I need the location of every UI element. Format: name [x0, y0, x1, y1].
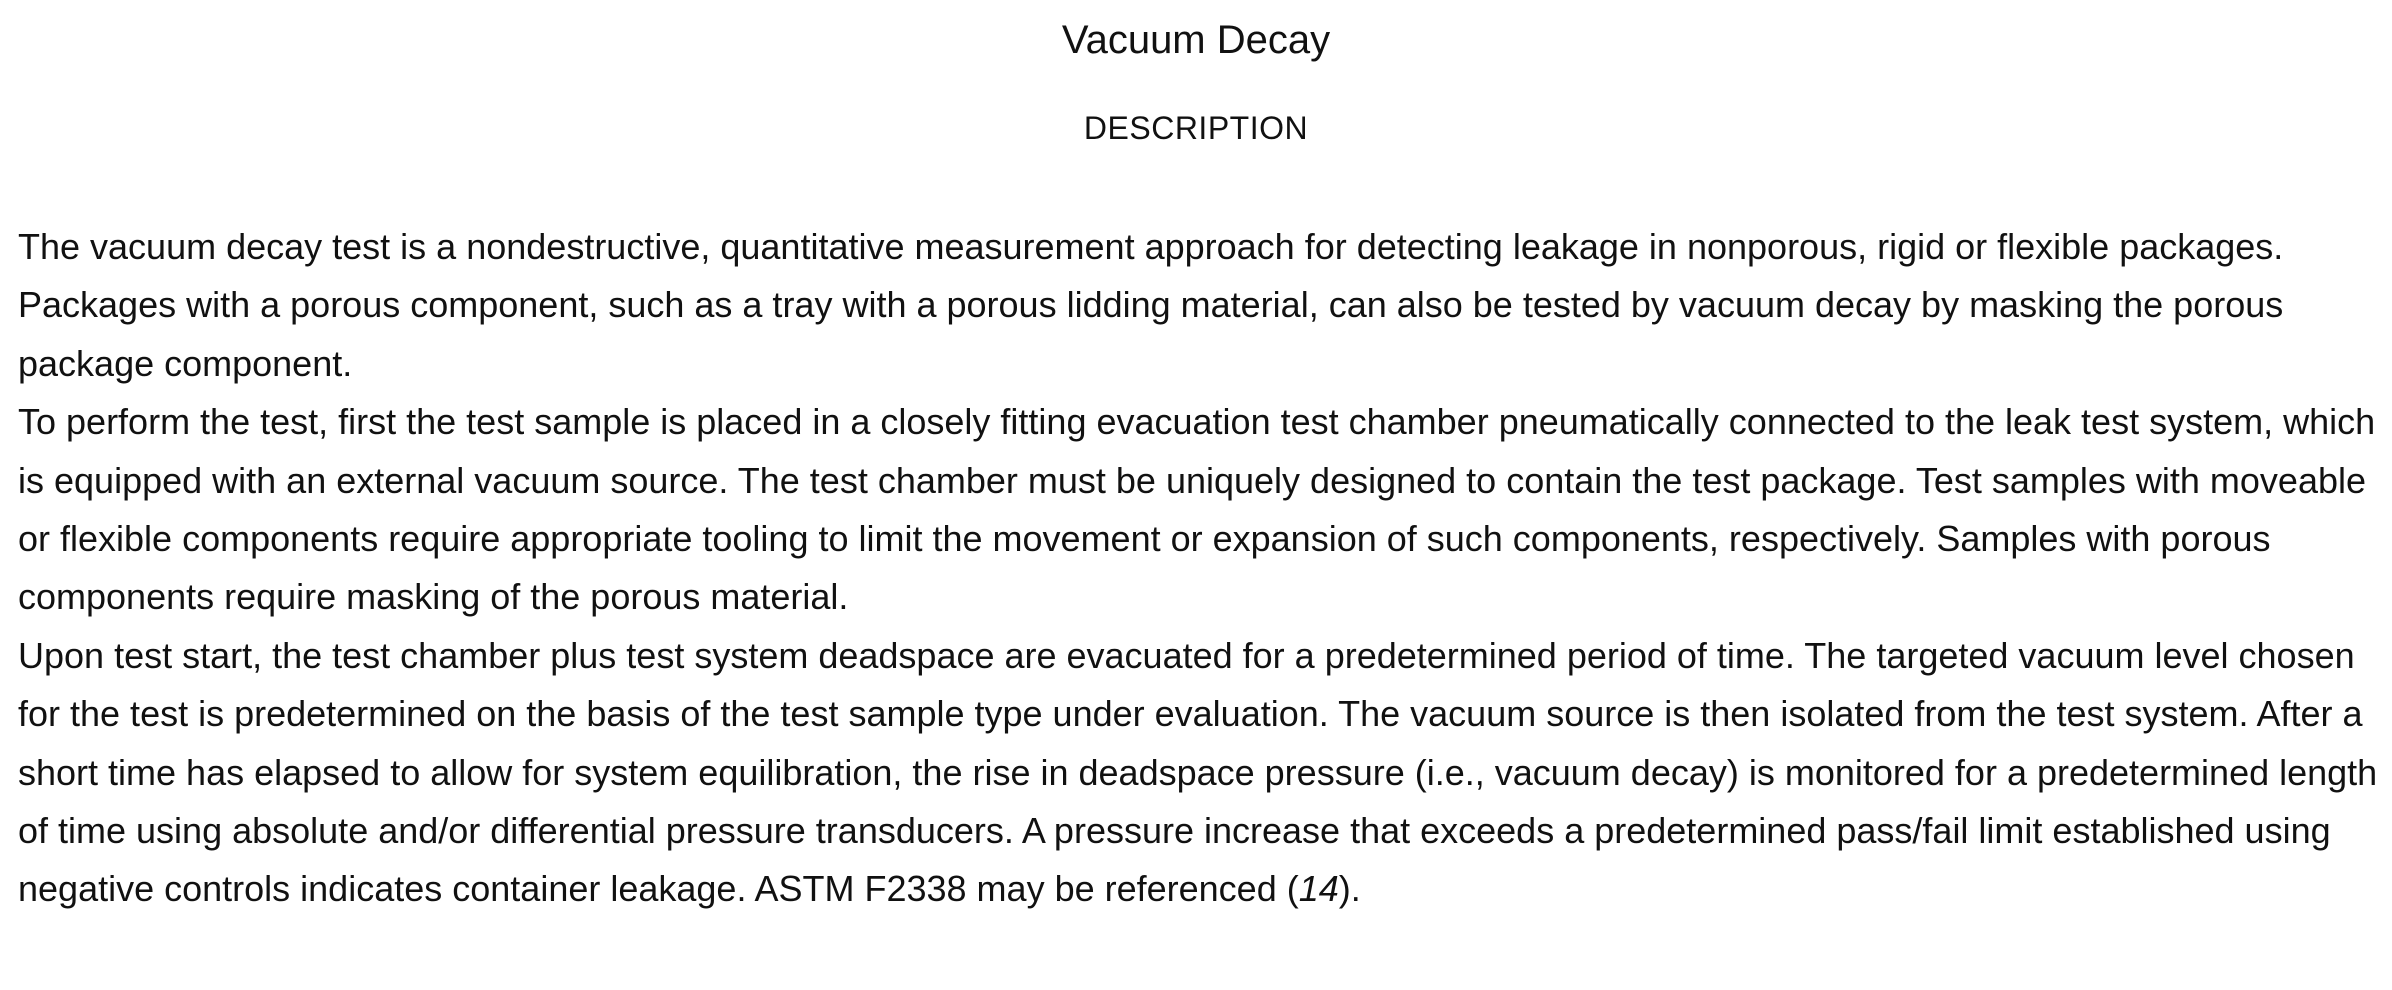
paragraph-test-sequence [18, 627, 2378, 919]
paragraph-overview: The vacuum decay test is a nondestructive, quantitative measurement approach for detecting leakage in nonporous, rigid or flexible packages. Packages with a porous component, such as a tray with a porous lidding material, can also be tested by vacuum decay by masking the porous package component. [18, 226, 2284, 384]
document-body [18, 218, 2378, 919]
paragraph-test-sequence-end: ). [1338, 868, 1361, 910]
page-title: Vacuum Decay [1061, 18, 1331, 62]
section-heading: DESCRIPTION [1083, 110, 1309, 146]
paragraph-test-sequence-text: Upon test start, the test chamber plus test system deadspace are evacuated for a predetermined period of time. The targeted vacuum level chosen for the test is predetermined on the basis of the test sample type under evaluation. The vacuum source is then isolated from the test system. After a short time has elapsed to allow for system equilibration, the rise in deadspace pressure (i.e., vacuum decay) is monitored for a predetermined length of time using absolute and/or differential pressure transducers. A pressure increase that exceeds a predetermined pass/fail limit established using negative controls indicates container leakage. ASTM F2338 may be referenced ( [18, 634, 2378, 910]
reference-citation: 14 [1298, 868, 1339, 910]
paragraph-procedure: To perform the test, first the test sample is placed in a closely fitting evacuation test chamber pneumatically connected to the leak test system, which is equipped with an external vacuum source. The test chamber must be uniquely designed to contain the test package. Test samples with moveable or flexible components require appropriate tooling to limit the movement or expansion of such components, respectively. Samples with porous components require masking of the porous material. [18, 401, 2376, 618]
